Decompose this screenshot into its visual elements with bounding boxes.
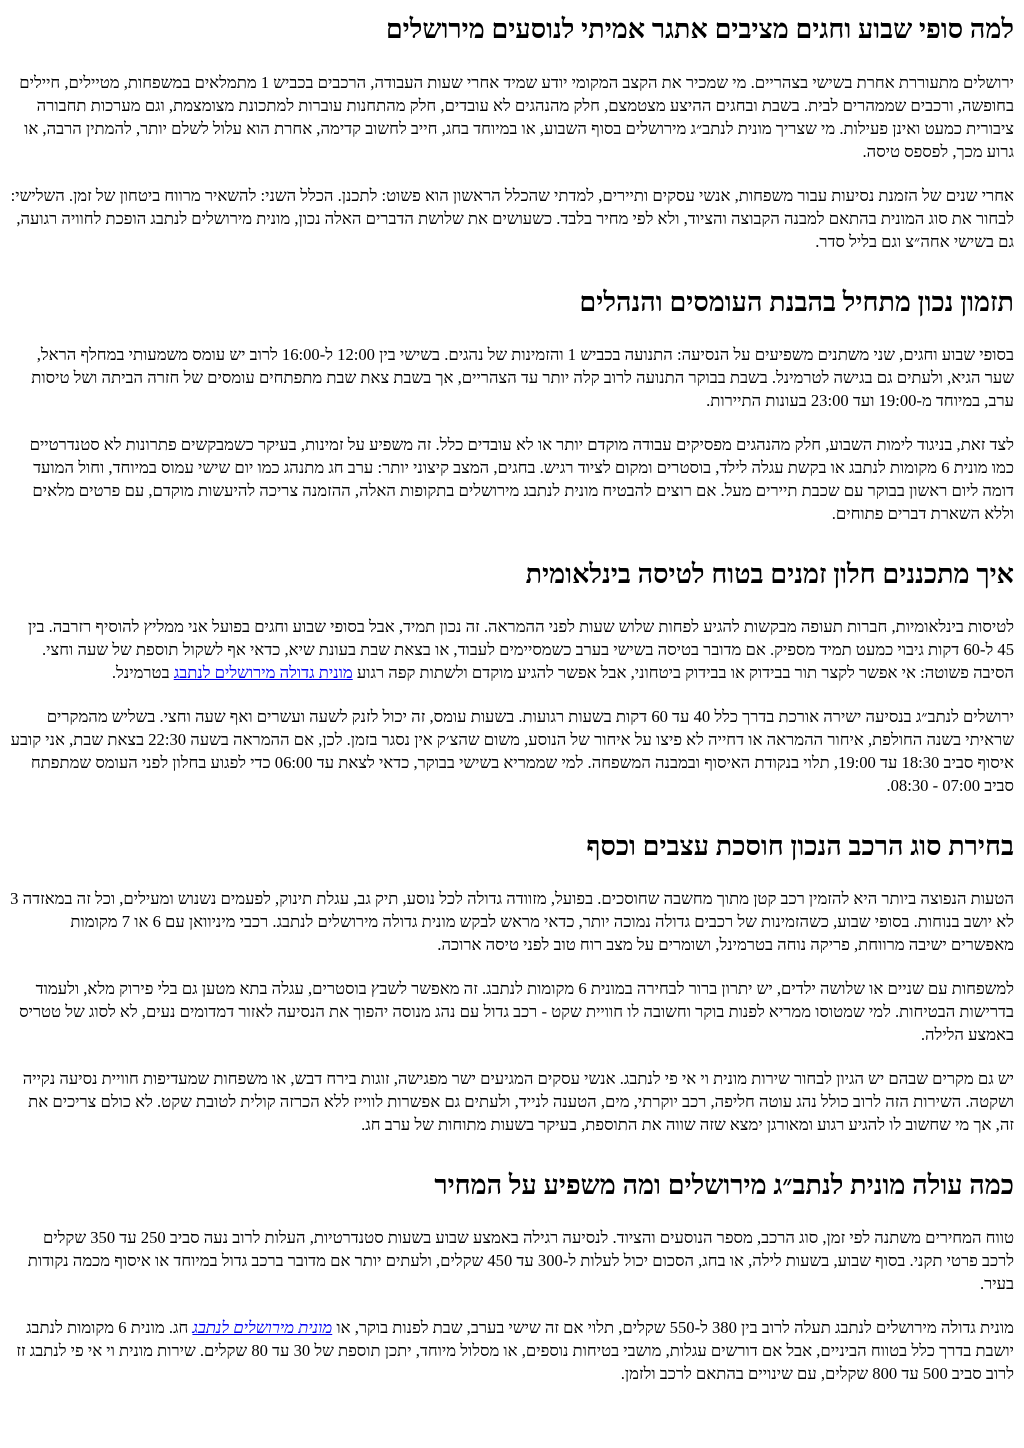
section-vehicle-type-paragraph-2: למשפחות עם שניים או שלושה ילדים, יש יתרון ברור לבחירה במונית 6 מקומות לנתבג. זה מאפשר לשבץ בוסטרים, עגלה בתא מטען גם בלי פירוק מלא, ולעמוד בדרישות הבטיחות. למי שמטוסו ממריא לפנות בוקר וחשובה לו חוויית שקט - רכב גדול עם נהג מנוסה יהפוך את הנסיעה לאזור דמדומים נעים, לא לסוג של טטריס באמצע הלילה.	[19, 979, 1014, 1044]
section-flight-window-paragraph-2: ירושלים לנתב״ג בנסיעה ישירה אורכת בדרך כלל 40 עד 60 דקות בשעות רגועות. בשעות עומס, זה יכול לזנק לשעה ועשרים ואף שעה וחצי. בשליש מהמקרים שראיתי בשנה החולפת, איחור ההמראה או דחייה לא פיצו על איחור של הנוסע, משום שהצ׳ק אין נסגר בזמן. לכן, אם ההמראה בשעה 22:30 בצאת שבת, אני קובע איסוף סביב 18:30 עד 19:00, תלוי בנקודת האיסוף ובמבנה המשפחה. למי שממריא בשישי בבוקר, כדאי לצאת עד 06:00 כדי לפגוע בחלון לפני העומס שמתפתח סביב 07:00 - 08:30.	[10, 707, 1014, 795]
section-timing	[10, 285, 1014, 525]
section-vehicle-type-paragraph-1: הטעות הנפוצה ביותר היא להזמין רכב קטן מתוך מחשבה שחוסכים. בפועל, מזוודה גדולה לכל נוסע, תיק גב, עגלת תינוק, לפעמים נשנוש ומעילים, וכל זה במאזדה 3 לא יושב בנוחות. בסופי שבוע, כשהזמינות של רכבים גדולה נמוכה יותר, כדאי מראש לבקש מונית גדולה מירושלים לנתבג. רכבי מיניוואן עם 6 או 7 מקומות מאפשרים ישיבה מרווחת, פריקה נוחה בטרמינל, ושומרים על מצב רוח טוב לפני טיסה ארוכה.	[10, 889, 1014, 954]
article-title: למה סופי שבוע וחגים מציבים אתגר אמיתי לנוסעים מירושלים	[385, 14, 1014, 44]
section-vehicle-type-paragraph-3: יש גם מקרים שבהם יש הגיון לבחור שירות מונית וי אי פי לנתבג. אנשי עסקים המגיעים ישר מפגישה, זוגות בירח דבש, או משפחות שמעדיפות חוויית נסיעה נקייה ושקטה. השירות הזה לרוב כולל נהג עוטה חליפה, רכב יוקרתי, מים, הטענה לנייד, ולעתים גם אפשרות לווייז ללא הכרזה קולית לטובת שקט. לא כולם צריכים את זה, אך מי שחשוב לו להגיע רגוע ומאורגן ימצא שזה שווה את התוספת, בעיקר בשעות מתוחות של ערב חג.	[22, 1069, 1014, 1134]
section-timing-paragraph-1: בסופי שבוע וחגים, שני משתנים משפיעים על הנסיעה: התנועה בכביש 1 והזמינות של נהגים. בשישי בין 12:00 ל-16:00 לרוב יש עומס משמעותי במחלף הראל, שער הגיא, ולעתים גם בגישה לטרמינל. בשבת בבוקר התנועה לרוב קלה יותר עד הצהריים, אך בשבת צאת שבת מתפתחים עומסים של חזרה הביתה ושל טיסות ערב, במיוחד מ-19:00 ועד 23:00 בעונות התיירות.	[31, 345, 1014, 410]
intro-paragraph-2: אחרי שנים של הזמנת נסיעות עבור משפחות, אנשי עסקים ותיירים, למדתי שהכלל הראשון הוא פשוט: לתכנן. הכלל השני: להשאיר מרווח ביטחון של זמן. השלישי: לבחור את סוג המונית בהתאם למבנה הקבוצה והציוד, ולא לפי מחיר בלבד. כשעושים את שלושת הדברים האלה נכון, מונית מירושלים לנתבג הופכת לחוויה רגועה, גם בשישי אחה״צ וגם בליל סדר.	[10, 186, 1014, 251]
section-timing-heading: תזמון נכון מתחיל בהבנת העומסים והנהלים	[579, 287, 1014, 317]
section-price-heading: כמה עולה מונית לנתב״ג מירושלים ומה משפיע על המחיר	[434, 1170, 1014, 1200]
section-timing-paragraph-2: לצד זאת, בניגוד לימות השבוע, חלק מהנהגים מפסיקים עבודה מוקדם יותר או לא עובדים כלל. זה משפיע על זמינות, בעיקר כשמבקשים פתרונות לא סטנדרטיים כמו מונית 6 מקומות לנתבג או בקשת עגלה לילד, בוסטרים ומקום לציוד רגיש. בחגים, המצב קיצוני יותר: ערב חג מתנהג כמו יום שישי עמוס במיוחד, וחול המועד דומה ליום ראשון בבוקר עם שכבת תיירים מעל. אם רוצים להבטיח מונית לנתבג מירושלים בתקופות האלה, ההזמנה צריכה להיעשות מוקדם, עם פרטים מלאים וללא השארת דברים פתוחים.	[29, 435, 1014, 523]
section-vehicle-type-heading: בחירת סוג הרכב הנכון חוסכת עצבים וכסף	[586, 831, 1014, 861]
paragraph-text: לטיסות בינלאומיות, חברות תעופה מבקשות להגיע לפחות שלוש שעות לפני ההמראה. זה נכון תמיד, אבל בסופי שבוע וחגים בפועל אני ממליץ להוסיף רזרבה. בין 45 ל-60 דקות גיבוי כמעט תמיד מספיק. אם מדובר בטיסה בשישי בערב כשמסיימים לעבוד, או בצאת שבת בעונת שיא, כדאי אף לשקול תוספת של שעה וחצי. הסיבה פשוטה: אי אפשר לקצר תור בבידוק או בבידוק ביטחוני, אבל אפשר להגיע מוקדם ולשתות קפה רגוע	[27, 617, 1014, 682]
section-flight-window-heading: איך מתכננים חלון זמנים בטוח לטיסה בינלאומית	[525, 559, 1014, 589]
article	[10, 12, 1014, 1385]
section-price	[10, 1168, 1014, 1385]
jerusalem-taxi-link[interactable]: מונית מירושלים לנתבג	[192, 1318, 333, 1337]
paragraph-text: חג. מונית 6 מקומות לנתבג יושבת בדרך כלל בטווח הביניים, אבל אם דורשים עגלות, מושבי בטיחות נוספים, או מסלול מיוחד, יתכן תוספת של 30 עד 80 שקלים. שירות מונית וי אי פי לנתבג זז לרוב סביב 500 עד 800 שקלים, עם שינויים בהתאם לרכב ולזמן.	[16, 1318, 1014, 1383]
section-flight-window-paragraph-1	[10, 615, 1014, 684]
paragraph-text: בטרמינל.	[111, 663, 174, 682]
intro-paragraph-1: ירושלים מתעוררת אחרת בשישי בצהריים. מי שמכיר את הקצב המקומי יודע שמיד אחרי שעות העבודה, הרכבים בכביש 1 מתמלאים במשפחות, מטיילים, חיילים בחופשה, ורכבים שממהרים לבית. בשבת ובחגים ההיצע מצטמצם, חלק מהנהגים לא עובדים, חלק מהתחנות עוברות למתכונת מצומצמת, וגם מערכות תחבורה ציבורית כמעט ואינן פעילות. מי שצריך מונית לנתב״ג מירושלים בסוף השבוע, או במיוחד בחג, חייב לחשוב קדימה, אחרת הוא עלול לשלם יותר, להמתין הרבה, או גרוע מכך, לפספס טיסה.	[19, 73, 1014, 161]
large-taxi-link[interactable]: מונית גדולה מירושלים לנתבג	[173, 663, 353, 682]
section-price-paragraph-1: טווח המחירים משתנה לפי זמן, סוג הרכב, מספר הנוסעים והציוד. לנסיעה רגילה באמצע שבוע בשעות סטנדרטיות, העלות לרוב נעה סביב 250 עד 350 שקלים לרכב פרטי תקני. בסוף שבוע, בשעות לילה, או בחג, הסכום יכול לעלות ל-300 עד 450 שקלים, ולעתים יותר אם מדובר ברכב גדול במיוחד או איסוף מכמה נקודות בעיר.	[27, 1228, 1014, 1293]
paragraph-text: מונית גדולה מירושלים לנתבג תעלה לרוב בין 380 ל-550 שקלים, תלוי אם זה שישי בערב, שבת לפנות בוקר, או	[332, 1318, 1014, 1337]
section-price-paragraph-2	[10, 1316, 1014, 1385]
section-flight-window	[10, 557, 1014, 797]
section-vehicle-type	[10, 829, 1014, 1136]
